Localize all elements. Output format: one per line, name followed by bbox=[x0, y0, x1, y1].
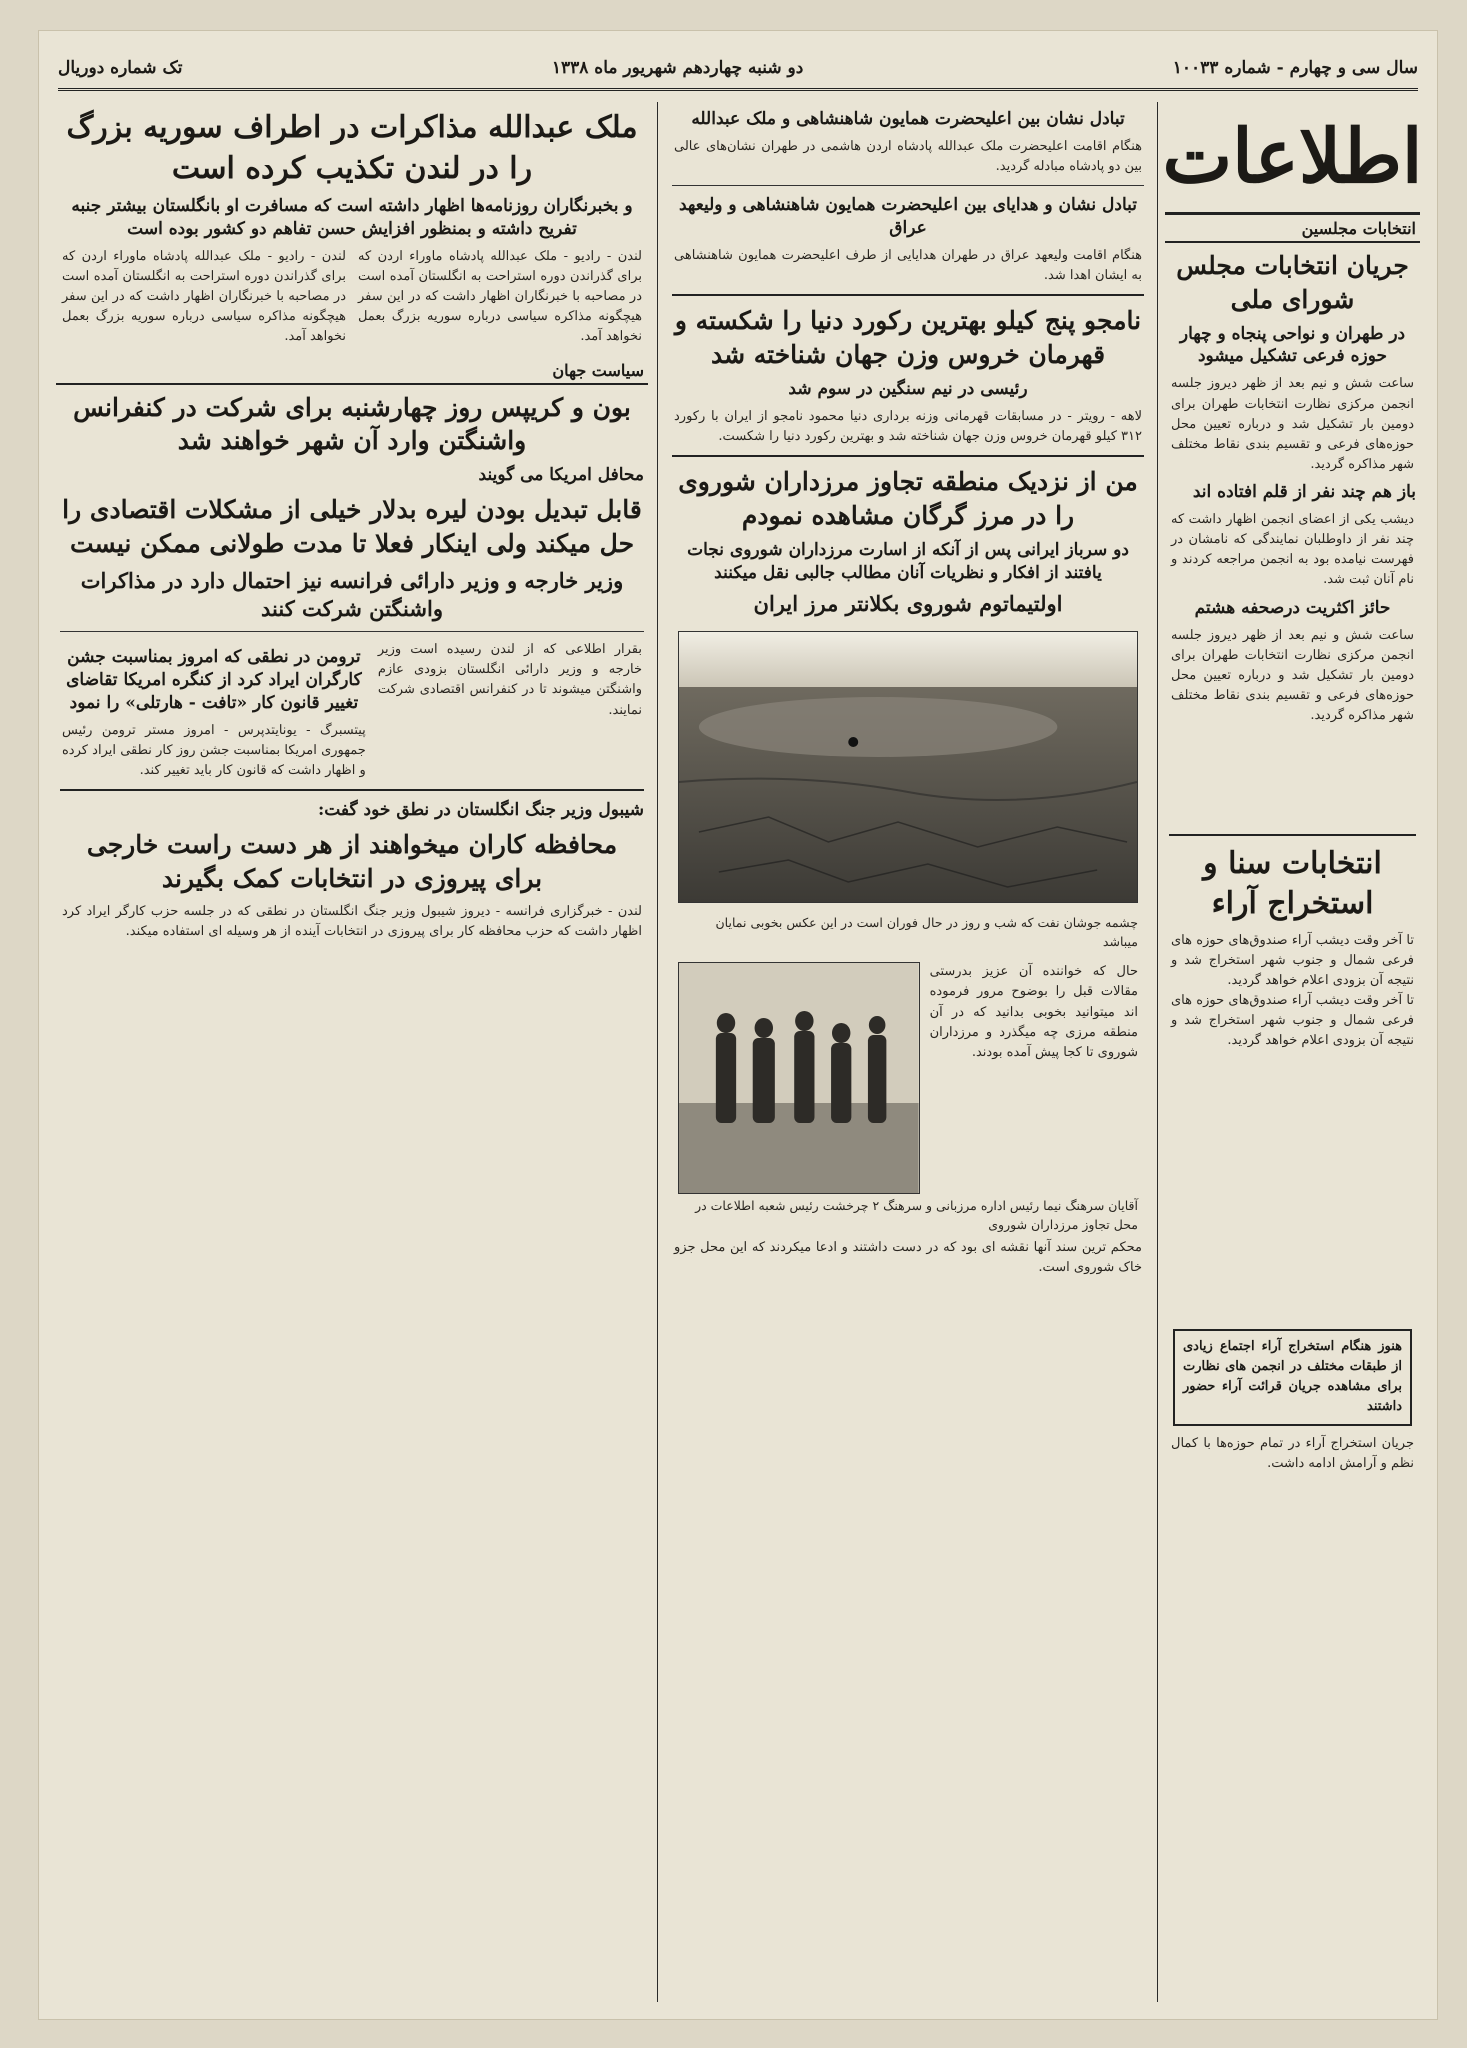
section-label-elections: انتخابات مجلسین bbox=[1165, 216, 1420, 243]
center-column bbox=[668, 102, 1148, 2002]
king-abdullah-body-col-1: لندن - رادیو - ملک عبدالله پادشاه ماوراء اردن که برای گذراندن دوره استراحت به انگلستان آمده است در مصاحبه با خبرنگاران اظهار داشت که در این سفر هیچگونه مذاکره سیاسی درباره سوریه بزرگ بعمل نخواهد آمد. bbox=[358, 248, 642, 345]
dateline-bar bbox=[58, 48, 1418, 91]
masthead-title: اطلاعات bbox=[1165, 102, 1420, 215]
bonn-cripps-body: بقرار اطلاعی که از لندن رسیده است وزیر خارجه و وزیر دارائی انگلستان بزودی عازم واشنگتن میشوند تا در کنفرانس اقتصادی شرکت نمایند. bbox=[377, 642, 642, 718]
king-abdullah-subhead: و بخبرنگاران روزنامه‌ها اظهار داشته است که مسافرت او بانگلستان بیشتر جنبه تفریح داشته و بمنظور افزایش حسن تفاهم دو کشور بوده است bbox=[71, 196, 633, 239]
vote-counting-box: هنوز هنگام استخراج آراء اجتماع زیادی از طبقات مختلف در انجمن های نظارت برای مشاهده جریان قرائت آراء حضور داشتند bbox=[1173, 1329, 1412, 1426]
pound-dollar-headline: قابل تبدیل بودن لیره بدلار خیلی از مشکلات اقتصادی را حل میکند ولی اینکار فعلا تا مدت طولانی ممکن نیست bbox=[62, 495, 642, 558]
issue-date: دو شنبه چهاردهم شهریور ماه ۱۳۳۸ bbox=[551, 58, 804, 78]
truman-story-column bbox=[62, 640, 366, 781]
officers-photo-caption: آقایان سرهنگ نیما رئیس اداره مرزبانی و سرهنگ ۲ چرخشت رئیس شعبه اطلاعات در محل تجاوز مرزداران شوروی bbox=[695, 1198, 1138, 1233]
king-abdullah-body-col-2: لندن - رادیو - ملک عبدالله پادشاه ماوراء اردن که برای گذراندن دوره استراحت به انگلستان آمده است در مصاحبه با خبرنگاران اظهار داشت که در این سفر هیچگونه مذاکره سیاسی درباره سوریه بزرگ بعمل نخواهد آمد. bbox=[62, 248, 346, 345]
divider bbox=[672, 185, 1144, 186]
border-ultimatum-headline: اولتیماتوم شوروی بکلانتر مرز ایران bbox=[753, 591, 1063, 617]
officers-photo bbox=[678, 962, 920, 1194]
gifts-exchange-headline: تبادل نشان و هدایای بین اعلیحضرت همایون شاهنشاهی و ولیعهد عراق bbox=[678, 195, 1137, 239]
divider bbox=[1169, 834, 1416, 836]
majlis-elections-body: ساعت شش و نیم بعد از ظهر دیروز جلسه انجمن مرکزی نظارت انتخابات طهران برای دومین بار تشکیل شد و درباره تعیین محل حوزه‌های فرعی و تقسیم بندی نقاط مختلف شهر مذاکره گردید. bbox=[1171, 376, 1414, 472]
officers-photo-image bbox=[679, 963, 919, 1193]
majlis-elections-subhead: در طهران و نواحی پنجاه و چهار حوزه فرعی تشکیل میشود bbox=[1179, 323, 1406, 367]
conservatives-headline: محافظه کاران میخواهند از هر دست راست خارجی برای پیروزی در انتخابات کمک بگیرند bbox=[86, 830, 618, 894]
senate-elections-body: تا آخر وقت دیشب آراء صندوق‌های حوزه های فرعی شمال و جنوب شهر استخراج شد و نتیجه آن بزودی اعلام خواهد گردید. bbox=[1171, 932, 1414, 988]
senate-elections-body-continued: تا آخر وقت دیشب آراء صندوق‌های حوزه های فرعی شمال و جنوب شهر استخراج شد و نتیجه آن بزودی اعلام خواهد گردید. bbox=[1171, 992, 1414, 1049]
shinwell-kicker: شیبول وزیر جنگ انگلستان در نطق خود گفت: bbox=[317, 800, 644, 821]
senate-elections-headline: انتخابات سنا و استخراج آراء bbox=[1203, 845, 1382, 922]
medals-exchange-body: هنگام اقامت اعلیحضرت ملک عبدالله پادشاه اردن هاشمی در طهران نشان‌های عالی بین دو پادشاه مبادله گردید. bbox=[674, 138, 1142, 175]
majlis-elections-body-2: دیشب یکی از اعضای انجمن اظهار داشت که چند نفر از داوطلبان نمایندگی که نامشان در فهرست نیامده بود به انجمن مراجعه کردند و نام آنان ثبت شد. bbox=[1171, 512, 1414, 588]
year-issue: سال سی و چهارم - شماره ۱۰۰۳۳ bbox=[1172, 58, 1418, 78]
vote-counting-body: جریان استخراج آراء در تمام حوزه‌ها با کمال نظم و آرامش ادامه داشت. bbox=[1171, 1435, 1414, 1471]
conservatives-body: لندن - خبرگزاری فرانسه - دیروز شیبول وزیر جنگ انگلستان در نطقی که در جلسه حزب کارگر ایراد کرد اظهار داشت که حزب محافظه کار برای پیروزی در انتخابات آینده از هر وسیله ای استفاده میکند. bbox=[62, 903, 642, 940]
truman-body: پیتسبرگ - یونایتدپرس - امروز مستر ترومن رئیس جمهوری امریکا بمناسبت جشن روز کار نطقی ایراد کرده و اظهار داشت که قانون کار باید تغییر کند. bbox=[62, 723, 366, 779]
bonn-story-column bbox=[378, 640, 642, 781]
border-story-block bbox=[668, 962, 1148, 1194]
medals-exchange-headline: تبادل نشان بین اعلیحضرت همایون شاهنشاهی و ملک عبدالله bbox=[691, 109, 1125, 129]
landscape-photo-image bbox=[679, 632, 1137, 902]
issue-price: تک شماره دوریال bbox=[58, 58, 183, 78]
majlis-elections-subhead-2: باز هم چند نفر از قلم افتاده اند bbox=[1192, 482, 1416, 503]
continued-page-eight: حائز اکثریت درصحفه هشتم bbox=[1194, 597, 1391, 618]
border-incursion-subhead: دو سرباز ایرانی پس از آنکه از اسارت مرزداران شوروی نجات یافتند از افکار و نظریات آنان مطالب جالبی نقل میکنند bbox=[687, 539, 1129, 583]
border-incursion-headline: من از نزدیک منطقه تجاوز مرزداران شوروی را در مرز گرگان مشاهده نمودم bbox=[678, 467, 1138, 530]
divider bbox=[672, 455, 1144, 457]
king-abdullah-headline: ملک عبدالله مذاکرات در اطراف سوریه بزرگ را در لندن تکذیب کرده است bbox=[66, 110, 638, 186]
truman-headline: ترومن در نطقی که امروز بمناسبت جشن کارگران ایراد کرد از کنگره امریکا تقاضای تغییر قانون کار «تافت - هارتلی» را نمود bbox=[66, 647, 362, 714]
divider bbox=[60, 631, 644, 632]
weightlifting-body: لاهه - رویتر - در مسابقات قهرمانی وزنه برداری دنیا محمود نامجو از ایران با رکورد ۳۱۲ کیلو قهرمان خروس وزن جهان شناخته شد و بهترین رکورد دنیا را شکست. bbox=[674, 408, 1142, 444]
right-column bbox=[1165, 216, 1420, 2002]
divider bbox=[672, 294, 1144, 296]
divider bbox=[60, 789, 644, 791]
gifts-exchange-body: هنگام اقامت ولیعهد عراق در طهران هدایایی از طرف اعلیحضرت همایون شاهنشاهی به ایشان اهدا شد. bbox=[674, 248, 1142, 284]
weightlifting-subhead: رئیسی در نیم سنگین در سوم شد bbox=[788, 378, 1028, 399]
border-story-body-2: محکم ترین سند آنها نقشه ای بود که در دست داشتند و ادعا میکردند که این محل جزو خاک شوروی است. bbox=[674, 1239, 1142, 1275]
majlis-elections-headline: جریان انتخابات مجلس شورای ملی bbox=[1176, 251, 1409, 314]
france-ministers-headline: وزیر خارجه و وزیر دارائی فرانسه نیز احتمال دارد در مذاکرات واشنگتن شرکت کنند bbox=[80, 567, 624, 621]
truman-and-bonn-block bbox=[56, 640, 648, 781]
column-rule bbox=[1157, 102, 1158, 2002]
left-column bbox=[56, 102, 648, 2002]
bonn-cripps-kicker: محافل امریکا می گویند bbox=[478, 465, 644, 486]
column-rule bbox=[657, 102, 658, 2002]
majlis-elections-continuation: ساعت شش و نیم بعد از ظهر دیروز جلسه انجمن مرکزی نظارت انتخابات طهران برای دومین بار تشکیل شد و درباره تعیین محل حوزه‌های فرعی و تقسیم بندی نقاط مختلف شهر مذاکره گردید. bbox=[1171, 627, 1414, 724]
king-abdullah-body bbox=[56, 247, 648, 348]
landscape-photo-caption: چشمه جوشان نفت که شب و روز در حال فوران است در این عکس بخوبی نمایان میباشد bbox=[715, 914, 1138, 949]
section-label-world-politics: سیاست جهان bbox=[56, 358, 648, 385]
border-story-body: حال که خواننده آن عزیز بدرستی مقالات قبل را بوضوح مرور فرموده اند میتوانید بخوبی بدانید که در آن منطقه مرزی چه میگذرد و مرزداران شوروی تا کجا پیش آمده بودند. bbox=[929, 964, 1138, 1060]
bonn-cripps-headline: بون و کریپس روز چهارشنبه برای شرکت در کنفرانس واشنگتن وارد آن شهر خواهند شد bbox=[73, 392, 631, 456]
weightlifting-headline: نامجو پنج کیلو بهترین رکورد دنیا را شکسته و قهرمان خروس وزن جهان شناخته شد bbox=[674, 306, 1142, 370]
landscape-photo bbox=[678, 631, 1138, 903]
newspaper-page bbox=[38, 30, 1438, 2020]
